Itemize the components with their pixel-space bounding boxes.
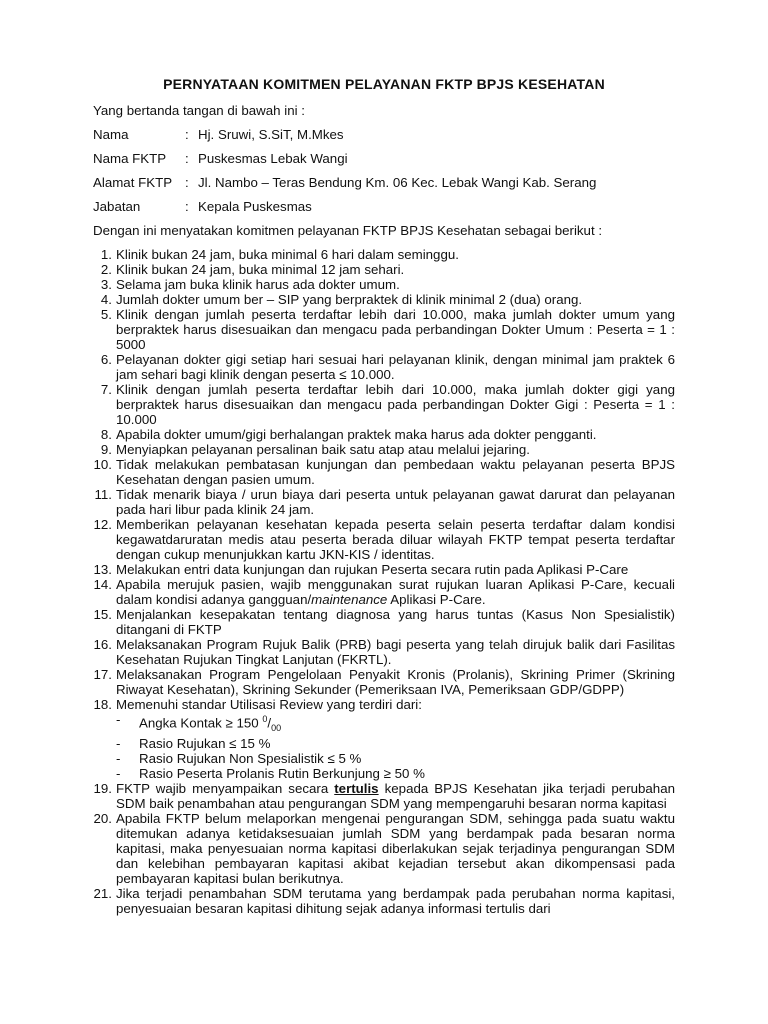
item-number: 15. bbox=[93, 607, 112, 622]
item-text: Tidak melakukan pembatasan kunjungan dan pembedaan waktu pelayanan peserta BPJS Kesehatan dengan pasien umum. bbox=[116, 457, 675, 487]
item-number: 5. bbox=[100, 307, 112, 322]
dash-bullet: - bbox=[116, 736, 121, 752]
item-number: 13. bbox=[93, 562, 112, 577]
dash-bullet: - bbox=[116, 712, 121, 727]
commitment-list bbox=[93, 247, 675, 916]
field-label: Nama bbox=[93, 127, 129, 142]
list-item bbox=[93, 352, 675, 382]
intro-text: Yang bertanda tangan di bawah ini : bbox=[93, 103, 305, 118]
field-label: Nama FKTP bbox=[93, 151, 167, 166]
field-colon: : bbox=[185, 127, 189, 142]
list-item bbox=[93, 262, 675, 277]
list-item bbox=[93, 667, 675, 697]
item-text: Klinik bukan 24 jam, buka minimal 12 jam sehari. bbox=[116, 262, 405, 277]
sublist-text: Rasio Peserta Prolanis Rutin Berkunjung ≥ 50 % bbox=[139, 766, 425, 782]
item-text: Menjalankan kesepakatan tentang diagnosa yang harus tuntas (Kasus Non Spesialistik) ditangani di FKTP bbox=[116, 607, 675, 637]
item-text: Klinik dengan jumlah peserta terdaftar lebih dari 10.000, maka jumlah dokter umum yang berpraktek harus disesuaikan dan mengacu pada perbandingan Dokter Umum : Peserta = 1 : 5000 bbox=[116, 307, 675, 352]
item-text: Aplikasi P-Care. bbox=[387, 592, 486, 607]
field-colon: : bbox=[185, 199, 189, 214]
subscript: 00 bbox=[271, 723, 282, 734]
item-number: 20. bbox=[93, 811, 112, 827]
document-body bbox=[93, 76, 675, 916]
item-number: 12. bbox=[93, 517, 112, 532]
field-nama-fktp bbox=[93, 151, 675, 166]
list-item bbox=[93, 427, 675, 442]
item-number: 11. bbox=[94, 487, 112, 502]
sublist-item bbox=[116, 712, 675, 736]
item-text: Selama jam buka klinik harus ada dokter umum. bbox=[116, 277, 400, 292]
item-number: 3. bbox=[100, 277, 112, 292]
field-value: Hj. Sruwi, S.SiT, M.Mkes bbox=[198, 127, 344, 142]
item-number: 9. bbox=[100, 442, 112, 457]
sublist-text: Angka Kontak ≥ 150 bbox=[139, 715, 263, 731]
list-item bbox=[93, 577, 675, 607]
superscript: 0 bbox=[262, 714, 268, 724]
field-jabatan bbox=[93, 199, 675, 214]
item-text: Apabila merujuk pasien, wajib menggunakan surat rujukan luaran Aplikasi P-Care, kecuali dalam kondisi adanya gangguan/ bbox=[116, 577, 675, 607]
dash-bullet: - bbox=[116, 766, 121, 782]
field-value: Kepala Puskesmas bbox=[198, 199, 312, 214]
list-item bbox=[93, 277, 675, 292]
item-text-italic: maintenance bbox=[311, 592, 388, 607]
field-value: Puskesmas Lebak Wangi bbox=[198, 151, 348, 166]
item-number: 14. bbox=[93, 577, 112, 592]
item-text: Apabila dokter umum/gigi berhalangan praktek maka harus ada dokter pengganti. bbox=[116, 427, 597, 442]
field-colon: : bbox=[185, 175, 189, 190]
list-item bbox=[93, 697, 675, 781]
item-number: 21. bbox=[93, 886, 112, 902]
item-text: Melaksanakan Program Pengelolaan Penyakit Kronis (Prolanis), Skrining Primer (Skrining Riwayat Kesehatan), Skrining Sekunder (Pemeriksaan IVA, Pemeriksaan GDP/GDPP) bbox=[116, 667, 675, 697]
item-text: Melakukan entri data kunjungan dan rujukan Peserta secara rutin pada Aplikasi P-Care bbox=[116, 562, 629, 577]
list-item bbox=[93, 457, 675, 487]
list-item bbox=[93, 442, 675, 457]
list-item bbox=[93, 811, 675, 886]
list-item bbox=[93, 781, 675, 811]
item-text: Memenuhi standar Utilisasi Review yang terdiri dari: bbox=[116, 697, 422, 712]
item-number: 1. bbox=[100, 247, 112, 262]
item-text: Memberikan pelayanan kesehatan kepada peserta selain peserta terdaftar dalam kondisi kegawatdaruratan medis atau peserta berada diluar wilayah FKTP tempat peserta terdaftar dengan cukup menunjukkan kartu JKN-KIS / identitas. bbox=[116, 517, 675, 562]
item-text: Tidak menarik biaya / urun biaya dari peserta untuk pelayanan gawat darurat dan pelayanan pada hari libur pada klinik 24 jam. bbox=[116, 487, 675, 517]
item-text: Klinik bukan 24 jam, buka minimal 6 hari dalam seminggu. bbox=[116, 247, 459, 262]
list-item bbox=[93, 292, 675, 307]
item-number: 10. bbox=[93, 457, 112, 472]
item-text: Menyiapkan pelayanan persalinan baik satu atap atau melalui jejaring. bbox=[116, 442, 530, 457]
sublist-item bbox=[116, 736, 675, 751]
list-item bbox=[93, 382, 675, 427]
item-text: Klinik dengan jumlah peserta terdaftar lebih dari 10.000, maka jumlah dokter gigi yang berpraktek harus disesuaikan dan mengacu pada perbandingan Dokter Gigi : Peserta = 1 : 10.000 bbox=[116, 382, 675, 427]
item-text-underlined: tertulis bbox=[334, 781, 379, 797]
field-value: Jl. Nambo – Teras Bendung Km. 06 Kec. Lebak Wangi Kab. Serang bbox=[198, 175, 597, 190]
list-item bbox=[93, 247, 675, 262]
lead-text: Dengan ini menyatakan komitmen pelayanan FKTP BPJS Kesehatan sebagai berikut : bbox=[93, 223, 603, 238]
item-number: 8. bbox=[100, 427, 112, 442]
field-alamat-fktp bbox=[93, 175, 675, 190]
item-text: kepada BPJS Kesehatan jika terjadi perubahan SDM baik penambahan atau pengurangan SDM yang mempengaruhi besaran norma kapitasi bbox=[116, 781, 675, 812]
dash-bullet: - bbox=[116, 751, 121, 767]
sublist-item bbox=[116, 751, 675, 766]
item-number: 19. bbox=[93, 781, 112, 797]
list-item bbox=[93, 487, 675, 517]
field-label: Jabatan bbox=[93, 199, 141, 214]
item-number: 6. bbox=[100, 352, 112, 367]
utilization-sublist bbox=[116, 712, 675, 781]
sublist-text: Rasio Rujukan ≤ 15 % bbox=[139, 736, 271, 752]
list-item bbox=[93, 886, 675, 916]
item-text: Jumlah dokter umum ber – SIP yang berpraktek di klinik minimal 2 (dua) orang. bbox=[116, 292, 583, 307]
item-text: Apabila FKTP belum melaporkan mengenai pengurangan SDM, sehingga pada suatu waktu ditemukan adanya ketidaksesuaian jumlah SDM yang berdampak pada besaran norma kapitasi, maka penyesuaian norma kapitasi diberlakukan sejak terjadinya pengurangan SDM dan kelebihan pembayaran kapitasi akibat kejadian tersebut akan dikompensasi pada pembayaran kapitasi bulan berikutnya. bbox=[116, 811, 675, 887]
list-item bbox=[93, 307, 675, 352]
item-number: 7. bbox=[100, 382, 112, 397]
item-number: 16. bbox=[93, 637, 112, 652]
item-number: 2. bbox=[100, 262, 112, 277]
item-number: 18. bbox=[93, 697, 112, 712]
item-number: 4. bbox=[100, 292, 112, 307]
document-title: PERNYATAAN KOMITMEN PELAYANAN FKTP BPJS KESEHATAN bbox=[163, 76, 605, 92]
slash: / bbox=[267, 715, 272, 731]
item-text: Pelayanan dokter gigi setiap hari sesuai hari pelayanan klinik, dengan minimal jam praktek 6 jam sehari bagi klinik dengan peserta ≤ 10.000. bbox=[116, 352, 675, 382]
item-text: FKTP wajib menyampaikan secara bbox=[116, 781, 335, 797]
item-number: 17. bbox=[93, 667, 112, 682]
sublist-item bbox=[116, 766, 675, 781]
item-text: Melaksanakan Program Rujuk Balik (PRB) bagi peserta yang telah dirujuk balik dari Fasilitas Kesehatan Rujukan Tingkat Lanjutan (FKRTL). bbox=[116, 637, 675, 667]
field-colon: : bbox=[185, 151, 189, 166]
list-item bbox=[93, 562, 675, 577]
list-item bbox=[93, 517, 675, 562]
field-label: Alamat FKTP bbox=[93, 175, 173, 190]
field-nama bbox=[93, 127, 675, 142]
sublist-text: Rasio Rujukan Non Spesialistik ≤ 5 % bbox=[139, 751, 362, 767]
item-text: Jika terjadi penambahan SDM terutama yang berdampak pada perubahan norma kapitasi, penyesuaian besaran kapitasi dihitung sejak adanya informasi tertulis dari bbox=[116, 886, 675, 917]
list-item bbox=[93, 607, 675, 637]
list-item bbox=[93, 637, 675, 667]
